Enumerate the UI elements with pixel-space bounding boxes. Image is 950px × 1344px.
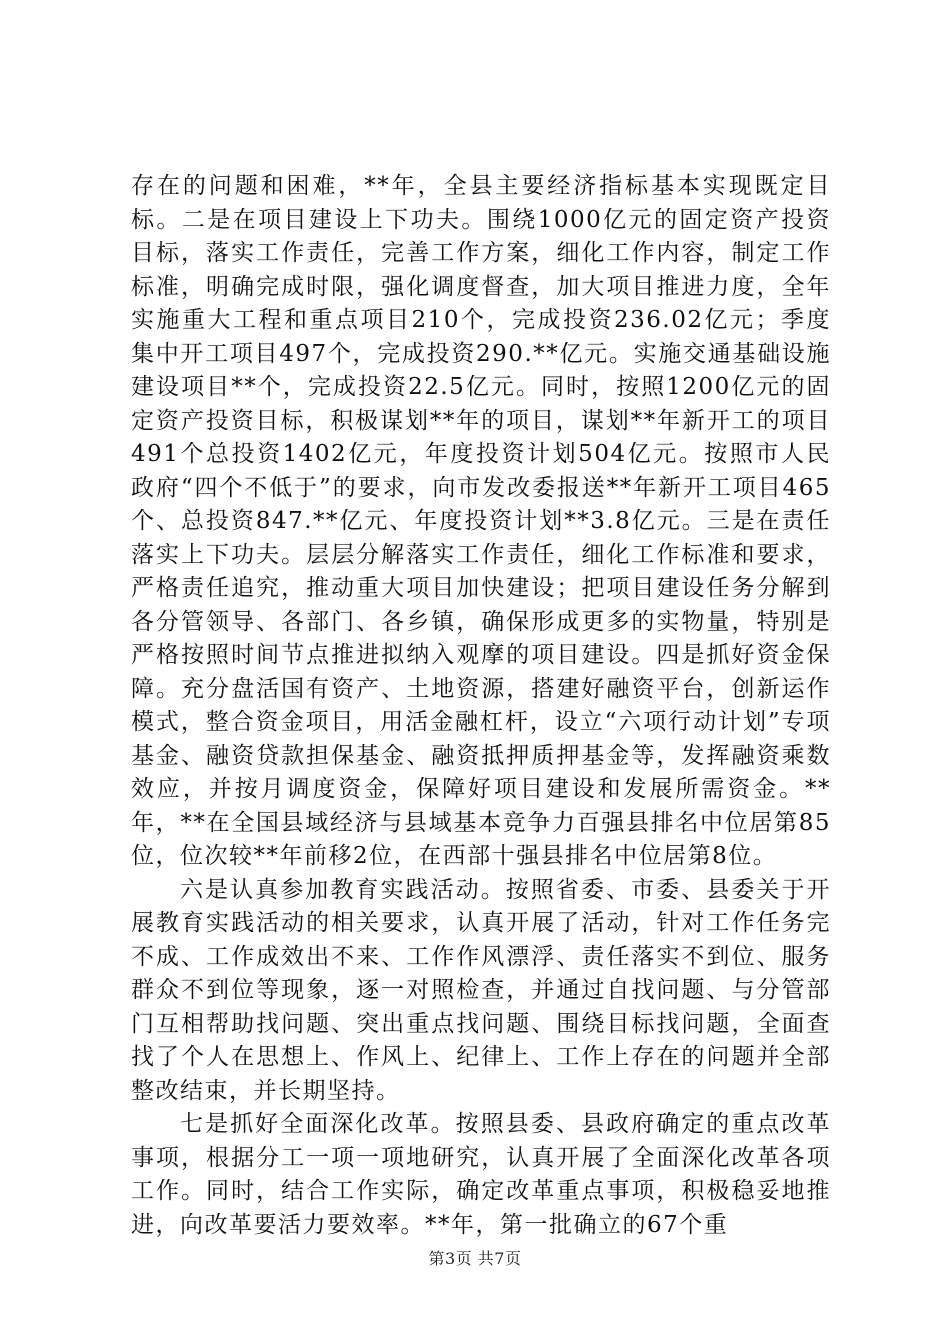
paragraph-deepen-reform: 七是抓好全面深化改革。按照县委、县政府确定的重点改革事项，根据分工一项一项地研究，认真开展了全面深化改革各项工作。同时，结合工作实际，确定改革重点事项，积极稳妥地推进，向改革要活力要效率。**年，第一批确立的67个重 [131,1111,831,1238]
paragraph-education-practice: 六是认真参加教育实践活动。按照省委、市委、县委关于开展教育实践活动的相关要求，认真开展了活动，针对工作任务完不成、工作成效出不来、工作作风漂浮、责任落实不到位、服务群众不到位等现象，逐一对照检查，并通过自找问题、与分管部门互相帮助找问题、突出重点找问题、围绕目标找问题，全面查找了个人在思想上、作风上、纪律上、工作上存在的问题并全部整改结束，并长期坚持。 [131,876,831,1104]
document-body [131,170,831,1242]
paragraph-continued: 存在的问题和困难，**年，全县主要经济指标基本实现既定目标。二是在项目建设上下功夫。围绕1000亿元的固定资产投资目标，落实工作责任，完善工作方案，细化工作内容，制定工作标准，明确完成时限，强化调度督查，加大项目推进力度，全年实施重大工程和重点项目210个，完成投资236.02亿元；季度集中开工项目497个，完成投资290.**亿元。实施交通基础设施建设项目**个，完成投资22.5亿元。同时，按照1200亿元的固定资产投资目标，积极谋划**年的项目，谋划**年新开工的项目491个总投资1402亿元，年度投资计划504亿元。按照市人民政府“四个不低于”的要求，向市发改委报送**年新开工项目465个、总投资847.**亿元、年度投资计划**3.8亿元。三是在责任落实上下功夫。层层分解落实工作责任，细化工作标准和要求，严格责任追究，推动重大项目加快建设；把项目建设任务分解到各分管领导、各部门、各乡镇，确保形成更多的实物量，特别是严格按照时间节点推进拟纳入观摩的项目建设。四是抓好资金保障。充分盘活国有资产、土地资源，搭建好融资平台，创新运作模式，整合资金项目，用活金融杠杆，设立“六项行动计划”专项基金、融资贷款担保基金、融资抵押质押基金等，发挥融资乘数效应，并按月调度资金，保障好项目建设和发展所需资金。**年，**在全国县域经济与县域基本竞争力百强县排名中位居第85位，位次较**年前移2位，在西部十强县排名中位居第8位。 [131,173,831,869]
page-footer: 第3页 共7页 [428,1249,522,1268]
